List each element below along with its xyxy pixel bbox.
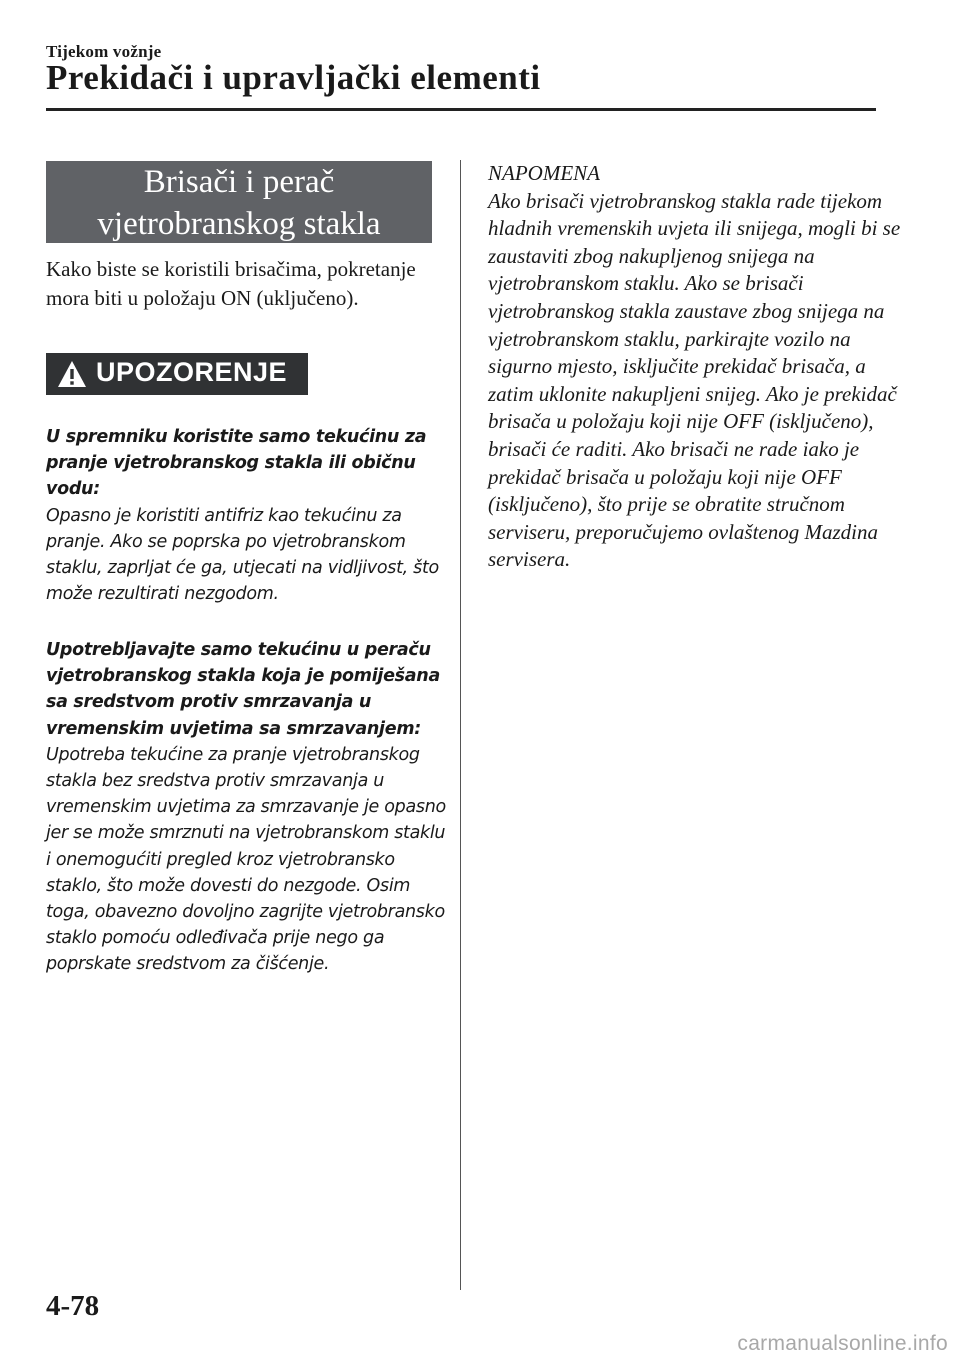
warning-label: UPOZORENJE — [96, 357, 288, 387]
warning-item — [46, 637, 451, 978]
header-rule — [46, 108, 876, 111]
intro-paragraph: Kako biste se koristili brisačima, pokretanje mora biti u položaju ON (uključeno). — [46, 257, 416, 310]
warning-triangle-icon — [56, 359, 88, 389]
warning-item — [46, 424, 451, 607]
topic-title-box — [46, 161, 432, 243]
warning-item-body: Opasno je koristiti antifriz kao tekućinu za pranje. Ako se poprska po vjetrobranskom staklu, zaprljat će ga, utjecati na vidljivost, što može rezultirati nezgodom. — [46, 505, 439, 605]
warning-badge — [46, 353, 308, 395]
column-divider — [460, 160, 461, 1290]
topic-title-line2: vjetrobranskog stakla — [97, 206, 381, 242]
chapter-label: Tijekom vožnje — [46, 42, 162, 61]
warning-item-heading: Upotrebljavajte samo tekućinu u peraču vjetrobranskog stakla koja je pomiješana sa sredstvom protiv smrzavanja u vremenskim uvjetima sa smrzavanjem: — [46, 640, 440, 739]
section-title: Prekidači i upravljački elementi — [46, 58, 541, 97]
note-label: NAPOMENA — [488, 161, 600, 185]
page-number: 4-78 — [46, 1290, 100, 1322]
note-block — [488, 160, 908, 574]
warning-item-body: Upotreba tekućine za pranje vjetrobranskog stakla bez sredstva protiv smrzavanja u vremenskim uvjetima za smrzavanje je opasno jer se može smrznuti na vjetrobranskom staklu i onemogućiti pregled kroz vjetrobransko staklo, što može dovesti do nezgode. Osim toga, obavezno dovoljno zagrijte vjetrobransko staklo pomoću odleđivača prije nego ga poprskate sredstvom za čišćenje. — [46, 744, 446, 975]
note-body: Ako brisači vjetrobranskog stakla rade tijekom hladnih vremenskih uvjeta ili snijega, mogli bi se zaustaviti zbog nakupljenog snijega na vjetrobranskom staklu. Ako se brisači vjetrobranskog stakla zaustave zbog snijega na vjetrobranskom staklu, parkirajte vozilo na sigurno mjesto, isključite prekidač brisača, a zatim uklonite nakupljeni snijeg. Ako je prekidač brisača u položaju koji nije OFF (isključeno), brisači će raditi. Ako brisači ne rade iako je prekidač brisača u položaju koji nije OFF (isključeno), što prije se obratite stručnom serviseru, preporučujemo ovlaštenog Mazdina servisera. — [488, 188, 901, 572]
topic-title-line1: Brisači i perač — [143, 164, 335, 200]
watermark: carmanualsonline.info — [737, 1332, 948, 1355]
warning-item-heading: U spremniku koristite samo tekućinu za pranje vjetrobranskog stakla ili običnu vodu: — [46, 427, 427, 500]
